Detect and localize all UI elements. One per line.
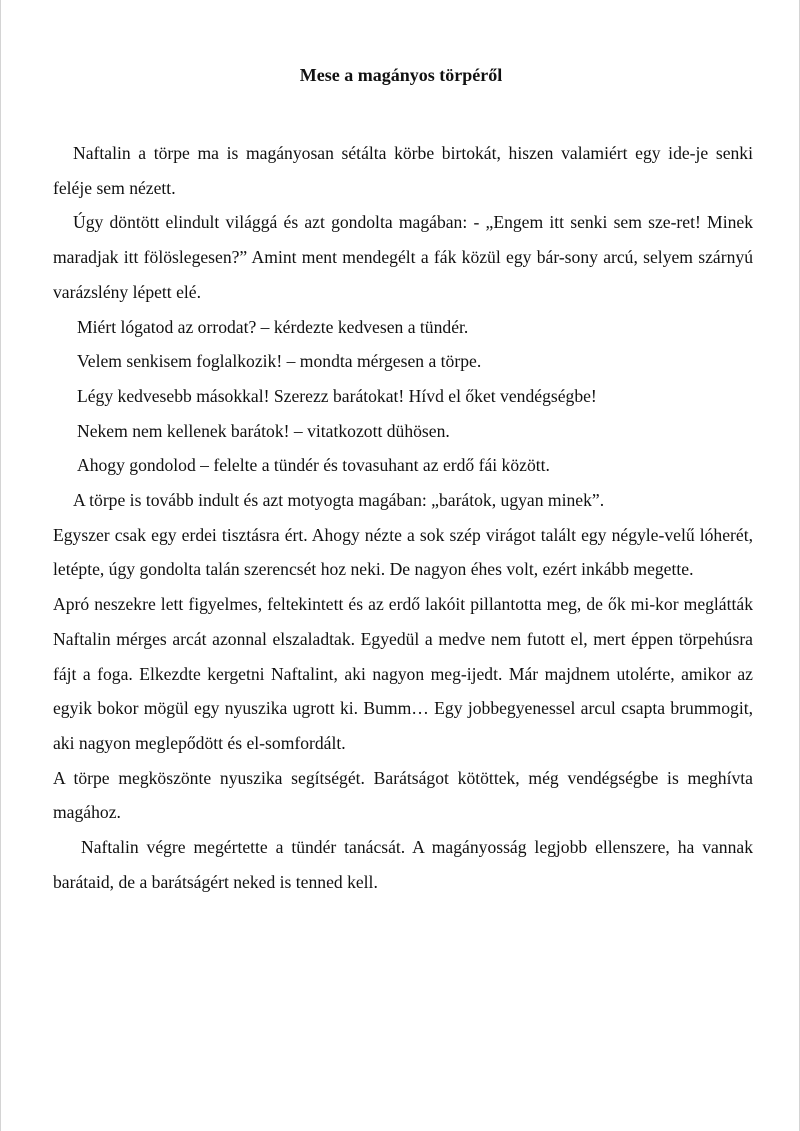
dialogue-line-dwarf-refusal: Nekem nem kellenek barátok! – vitatkozott dühösen. [77, 420, 450, 441]
paragraph-moral: Naftalin végre megértette a tündér tanácsát. A magányosság legjobb ellenszere, ha vannak barátaid, de a barátságért neked is tenned kell. [53, 837, 753, 892]
dialogue-line-fairy-farewell: Ahogy gondolod – felelte a tündér és tovasuhant az erdő fái között. [77, 455, 550, 476]
paragraph-dwarf-leaves: A törpe is tovább indult és azt motyogta magában: „barátok, ugyan minek”. [73, 490, 605, 511]
paragraph-intro: Naftalin a törpe ma is magányosan sétálta körbe birtokát, hiszen valamiért egy ide-je senki feléje sem nézett. [53, 143, 753, 198]
paragraph-decision: Úgy döntött elindult világgá és azt gondolta magában: - „Engem itt senki sem sze-ret! Minek maradjak itt fölöslegesen?” Amint ment mendegélt a fák közül egy bár-sony arcú, selyem szárnyú varázslény lépett elé. [53, 212, 753, 302]
dialogue-line-fairy-question: Miért lógatod az orrodat? – kérdezte kedvesen a tündér. [77, 316, 469, 337]
dialogue-line-fairy-advice: Légy kedvesebb másokkal! Szerezz barátokat! Hívd el őket vendégségbe! [77, 385, 597, 406]
paragraph-friendship: A törpe megköszönte nyuszika segítségét. Barátságot kötöttek, még vendégségbe is meghívta magához. [53, 767, 753, 823]
story-body [53, 136, 753, 899]
story-title: Mese a magányos törpéről [299, 65, 503, 85]
paragraph-clearing: Egyszer csak egy erdei tisztásra ért. Ahogy nézte a sok szép virágot talált egy négyle-velű lóherét, letépte, úgy gondolta talán szerencsét hoz neki. De nagyon éhes volt, ezért inkább megette. [53, 524, 753, 580]
dialogue-line-dwarf-complaint: Velem senkisem foglalkozik! – mondta mérgesen a törpe. [77, 351, 482, 372]
paragraph-bear-chase: Apró neszekre lett figyelmes, feltekintett és az erdő lakóit pillantotta meg, de ők mi-kor meglátták Naftalin mérges arcát azonnal elszaladtak. Egyedül a medve nem futott el, mert éppen törpehúsra fájt a foga. Elkezdte kergetni Naftalint, aki nagyon meg-ijedt. Már majdnem utolérte, amikor az egyik bokor mögül egy nyuszika ugrott ki. Bumm… Egy jobbegyenessel arcul csapta brummogit, aki nagyon meglepődött és el-somfordált. [53, 594, 753, 753]
